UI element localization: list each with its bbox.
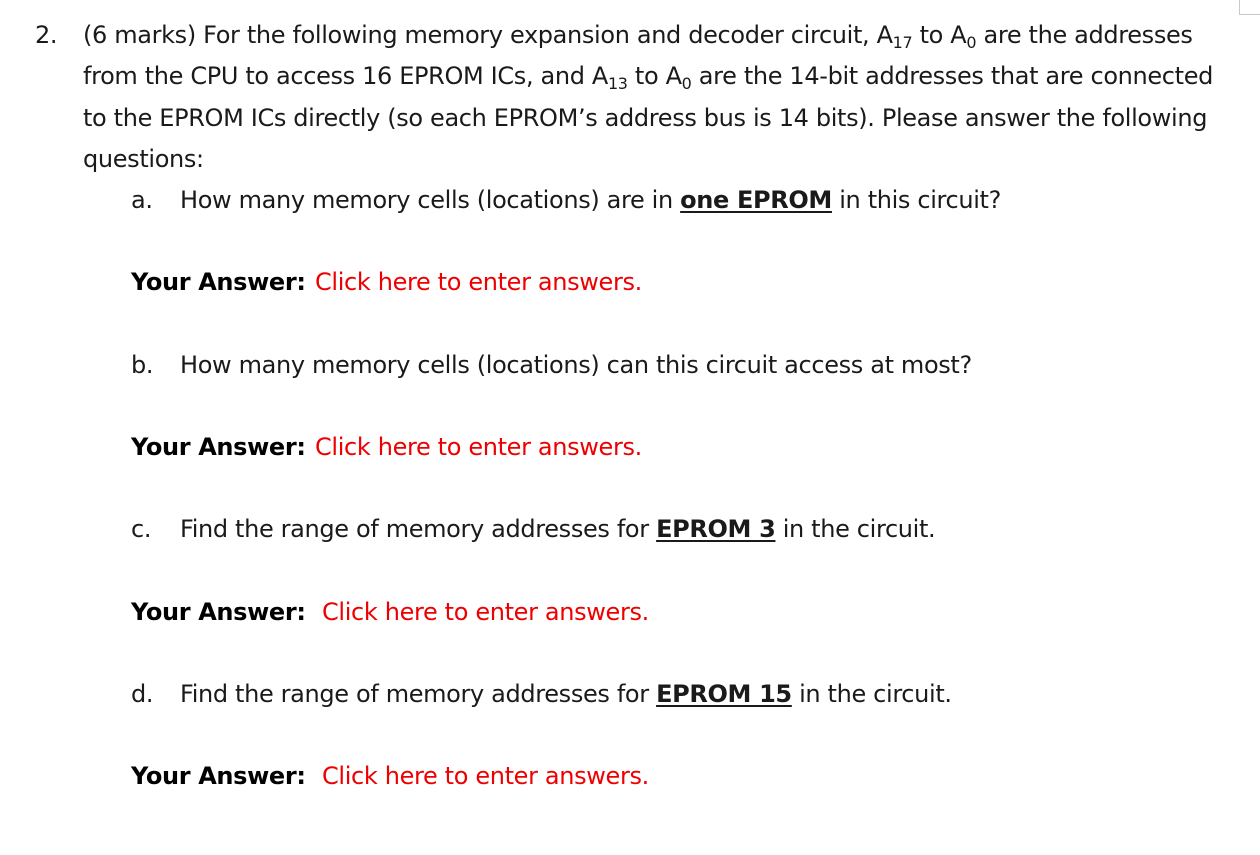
question-intro-line-1: (6 marks) For the following memory expansion and decoder circuit, $A_{17}$ to $A_0$ are the addresses	[83, 21, 1193, 52]
part-c-answer-field[interactable]: Click here to enter answers.	[322, 598, 649, 626]
part-a-question: How many memory cells (locations) are in one EPROM in this circuit?	[180, 186, 1001, 214]
part-c-emphasis: EPROM 3	[656, 515, 776, 543]
part-c-letter: c.	[131, 515, 152, 543]
question-number: 2.	[35, 21, 58, 49]
part-d-question: Find the range of memory addresses for EPROM 15 in the circuit.	[180, 680, 952, 708]
marks: (6 marks)	[83, 21, 196, 49]
question-intro-line-3: to the EPROM ICs directly (so each EPROM’s address bus is 14 bits). Please answer the following	[83, 104, 1208, 132]
question-intro-line-4: questions:	[83, 145, 204, 173]
part-a-letter: a.	[131, 186, 153, 214]
part-d-emphasis: EPROM 15	[656, 680, 792, 708]
question-intro-line-2: from the CPU to access 16 EPROM ICs, and $A_{13}$ to $A_0$ are the 14-bit addresses that are connected	[83, 62, 1213, 93]
part-d-letter: d.	[131, 680, 154, 708]
part-a-answer-field[interactable]: Click here to enter answers.	[315, 268, 642, 296]
part-a-answer-label: Your Answer:	[131, 268, 306, 296]
part-b-letter: b.	[131, 351, 154, 379]
part-c-question: Find the range of memory addresses for EPROM 3 in the circuit.	[180, 515, 936, 543]
part-d-answer-field[interactable]: Click here to enter answers.	[322, 762, 649, 790]
page-corner-marker	[1239, 0, 1260, 15]
part-b-question: How many memory cells (locations) can this circuit access at most?	[180, 351, 972, 379]
part-b-answer-label: Your Answer:	[131, 433, 306, 461]
part-a-emphasis: one EPROM	[680, 186, 832, 214]
part-d-answer-label: Your Answer:	[131, 762, 306, 790]
part-c-answer-label: Your Answer:	[131, 598, 306, 626]
part-b-answer-field[interactable]: Click here to enter answers.	[315, 433, 642, 461]
